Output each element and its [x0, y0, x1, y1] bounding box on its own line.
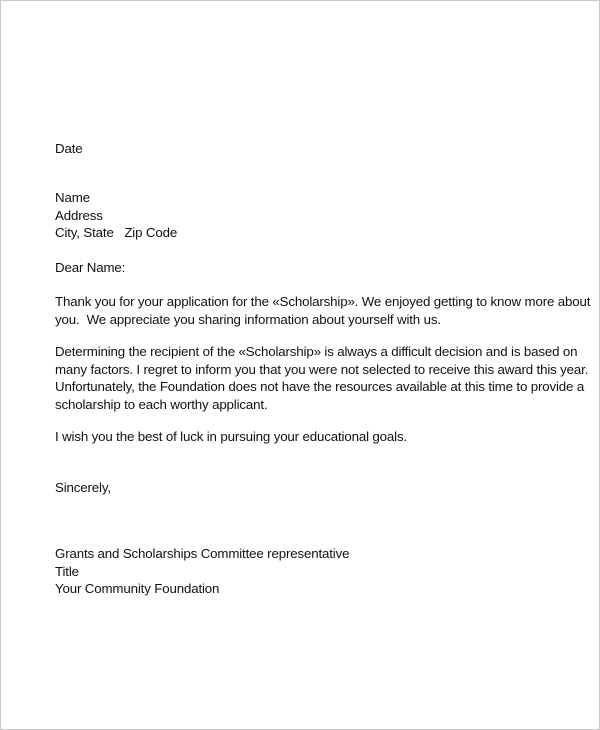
date-text: Date	[55, 141, 83, 156]
paragraph-2-line: many factors. I regret to inform you that you were not selected to receive this award this year.	[55, 361, 589, 377]
paragraph-3-line: I wish you the best of luck in pursuing your educational goals.	[55, 429, 407, 444]
closing	[55, 479, 555, 497]
signature-block	[55, 545, 555, 598]
paragraph-3	[55, 428, 555, 446]
recipient-address-block	[55, 189, 555, 242]
paragraph-2-line: scholarship to each worthy applicant.	[55, 396, 268, 412]
paragraph-2-line: Unfortunately, the Foundation does not have the resources available at this time to provide a	[55, 379, 585, 395]
paragraph-1-line: Thank you for your application for the «Scholarship». We enjoyed getting to know more about	[55, 294, 591, 309]
recipient-city-state-zip: City, State Zip Code	[55, 225, 178, 241]
signature-organization: Your Community Foundation	[55, 581, 220, 597]
paragraph-1-line: you. We appreciate you sharing information about yourself with us.	[55, 311, 441, 327]
paragraph-1	[55, 293, 591, 328]
salutation-text: Dear Name:	[55, 260, 126, 275]
signature-title: Title	[55, 563, 79, 579]
recipient-name: Name	[55, 190, 90, 205]
paragraph-2	[55, 343, 589, 413]
paragraph-2-line: Determining the recipient of the «Scholarship» is always a difficult decision and is based on	[55, 344, 578, 359]
salutation	[55, 259, 555, 277]
signature-role: Grants and Scholarships Committee representative	[55, 546, 350, 561]
closing-text: Sincerely,	[55, 480, 111, 495]
letter-date	[55, 140, 555, 158]
recipient-address: Address	[55, 207, 103, 223]
